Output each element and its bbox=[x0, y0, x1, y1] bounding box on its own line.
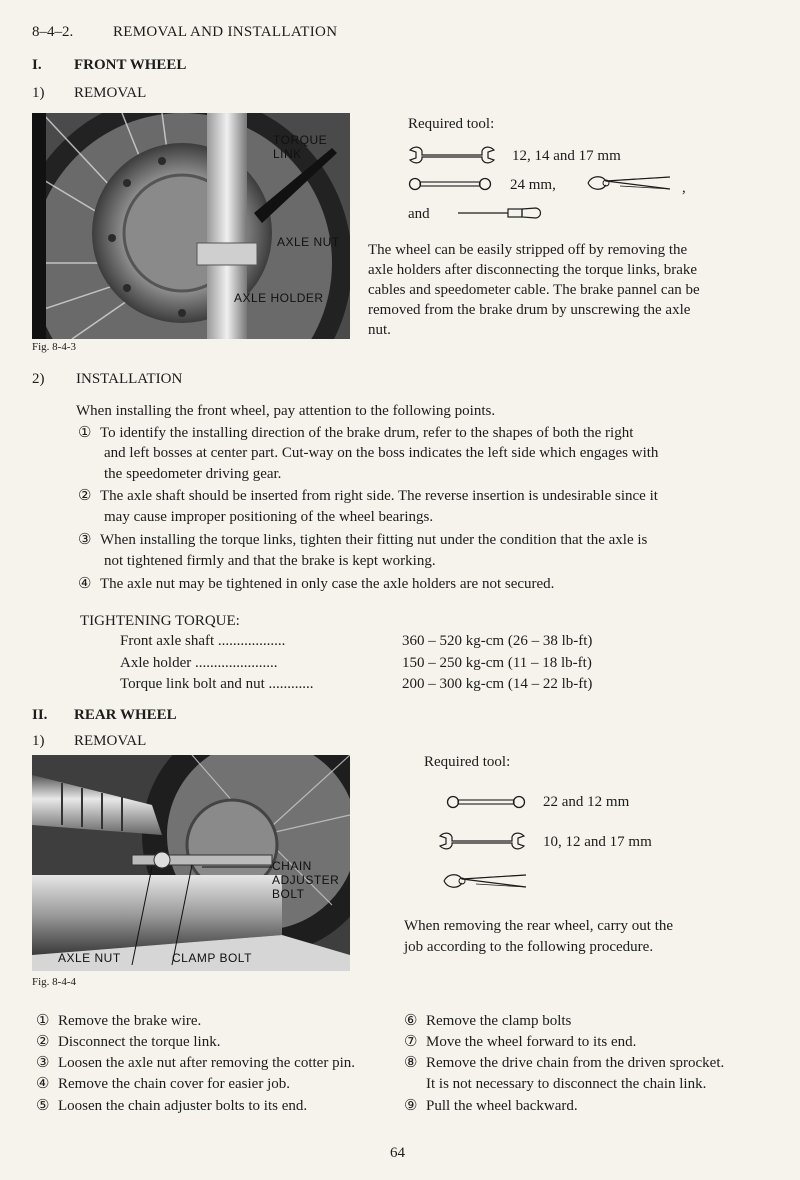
fig-caption-8-4-4: Fig. 8-4-4 bbox=[32, 976, 76, 988]
rear-step-6-number: ⑥ bbox=[404, 1013, 418, 1029]
section-title: REMOVAL AND INSTALLATION bbox=[113, 24, 338, 40]
rear-step-8 bbox=[404, 1053, 724, 1073]
rear-step-1-number: ① bbox=[36, 1013, 50, 1029]
clamp-bolt-label: CLAMP BOLT bbox=[172, 951, 252, 965]
page-number: 64 bbox=[390, 1145, 405, 1161]
rear-step-3-number: ③ bbox=[36, 1055, 50, 1071]
torque-dots: ............ bbox=[268, 676, 314, 692]
torque-label: Front axle shaft bbox=[120, 633, 215, 649]
rear-tool1-text: 22 and 12 mm bbox=[543, 794, 630, 810]
rear-removal-num: 1) bbox=[32, 733, 45, 749]
rear-step-9-number: ⑨ bbox=[404, 1098, 418, 1114]
rear-required-tool: Required tool: bbox=[424, 754, 511, 770]
install-point-1 bbox=[78, 423, 633, 443]
rear-step-1-text: Remove the brake wire. bbox=[58, 1013, 202, 1029]
rear-wheel-photo bbox=[32, 755, 350, 971]
axle-nut-label: AXLE NUT bbox=[277, 235, 340, 249]
chain-adjuster-label-1: CHAIN bbox=[272, 859, 312, 873]
rear-step-6 bbox=[404, 1011, 571, 1031]
front-required-tool: Required tool: bbox=[408, 116, 495, 132]
point-1-line-2: and left bosses at center part. Cut-way on the boss indicates the left side which engages with bbox=[104, 445, 659, 461]
torque-dots: ...................... bbox=[194, 655, 278, 671]
fig-caption-8-4-3: Fig. 8-4-3 bbox=[32, 341, 76, 353]
front-tool1-text: 12, 14 and 17 mm bbox=[512, 148, 621, 164]
torque-label: Torque link bolt and nut bbox=[120, 676, 265, 692]
front-paragraph-line-4: removed from the brake drum by unscrewing the axle bbox=[368, 302, 691, 318]
install-point-3 bbox=[78, 530, 647, 550]
install-point-2 bbox=[78, 486, 658, 506]
rear-step-7-number: ⑦ bbox=[404, 1034, 418, 1050]
open-end-wrench-icon bbox=[408, 146, 496, 164]
rear-step-9-text: Pull the wheel backward. bbox=[426, 1098, 578, 1114]
torque-row-torque-link bbox=[120, 676, 314, 693]
front-removal-num: 1) bbox=[32, 85, 45, 101]
box-wrench-icon bbox=[446, 795, 526, 809]
point-4-line-1: The axle nut may be tightened in only case the axle holders are not secured. bbox=[100, 576, 555, 592]
torque-title: TIGHTENING TORQUE: bbox=[80, 613, 240, 629]
torque-link-label-2: LINK bbox=[273, 147, 302, 161]
rear-step-8-note-text: It is not necessary to disconnect the chain link. bbox=[426, 1076, 707, 1092]
rear-step-3-text: Loosen the axle nut after removing the cotter pin. bbox=[58, 1055, 355, 1071]
front-tool2-text: 24 mm, bbox=[510, 177, 556, 193]
axle-holder-label: AXLE HOLDER bbox=[234, 291, 324, 305]
torque-row-axle-holder bbox=[120, 655, 277, 672]
front-paragraph-line-1: The wheel can be easily stripped off by removing the bbox=[368, 242, 688, 258]
torque-value-front-axle: 360 – 520 kg-cm (26 – 38 lb-ft) bbox=[402, 633, 593, 649]
torque-value-axle-holder: 150 – 250 kg-cm (11 – 18 lb-ft) bbox=[402, 655, 592, 671]
screwdriver-icon bbox=[456, 206, 544, 220]
front-paragraph-line-3: cables and speedometer cable. The brake pannel can be bbox=[368, 282, 700, 298]
rear-step-2-number: ② bbox=[36, 1034, 50, 1050]
point-2-line-1: The axle shaft should be inserted from right side. The reverse insertion is undesirable since it bbox=[100, 488, 658, 504]
point-3-line-2: not tightened firmly and that the brake is kept working. bbox=[104, 553, 436, 569]
point-3-number: ③ bbox=[78, 532, 92, 548]
front-title: FRONT WHEEL bbox=[74, 57, 187, 73]
install-num: 2) bbox=[32, 371, 45, 387]
rear-step-5-text: Loosen the chain adjuster bolts to its end. bbox=[58, 1098, 308, 1114]
pliers-icon bbox=[442, 871, 528, 893]
chain-adjuster-label-3: BOLT bbox=[272, 887, 305, 901]
front-paragraph-line-2: axle holders after disconnecting the torque links, brake bbox=[368, 262, 698, 278]
torque-dots: .................. bbox=[217, 633, 286, 649]
front-tool2-comma: , bbox=[682, 180, 686, 196]
rear-step-1 bbox=[36, 1011, 201, 1031]
rear-step-4-number: ④ bbox=[36, 1076, 50, 1092]
rear-step-7 bbox=[404, 1032, 636, 1052]
rear-step-8-number: ⑧ bbox=[404, 1055, 418, 1071]
rear-step-9 bbox=[404, 1096, 578, 1116]
point-1-line-3: the speedometer driving gear. bbox=[104, 466, 282, 482]
torque-value-torque-link: 200 – 300 kg-cm (14 – 22 lb-ft) bbox=[402, 676, 593, 692]
rear-tool2-text: 10, 12 and 17 mm bbox=[543, 834, 652, 850]
rear-axle-nut-label: AXLE NUT bbox=[58, 951, 121, 965]
point-1-number: ① bbox=[78, 425, 92, 441]
install-title: INSTALLATION bbox=[76, 371, 183, 387]
rear-step-8-text: Remove the drive chain from the driven sprocket. bbox=[426, 1055, 725, 1071]
install-intro: When installing the front wheel, pay attention to the following points. bbox=[76, 403, 496, 419]
pliers-icon bbox=[586, 173, 672, 195]
rear-removal-title: REMOVAL bbox=[74, 733, 147, 749]
rear-step-3 bbox=[36, 1053, 355, 1073]
point-1-line-1: To identify the installing direction of the brake drum, refer to the shapes of both the right bbox=[100, 425, 634, 441]
point-3-line-1: When installing the torque links, tighten their fitting nut under the condition that the axle is bbox=[100, 532, 648, 548]
front-paragraph-line-5: nut. bbox=[368, 322, 391, 338]
rear-step-8-note bbox=[404, 1074, 706, 1094]
rear-step-4 bbox=[36, 1074, 290, 1094]
section-number: 8–4–2. bbox=[32, 24, 74, 40]
point-2-line-2: may cause improper positioning of the wheel bearings. bbox=[104, 509, 434, 525]
point-4-number: ④ bbox=[78, 576, 92, 592]
rear-step-5 bbox=[36, 1096, 307, 1116]
front-removal-title: REMOVAL bbox=[74, 85, 147, 101]
chain-adjuster-label-2: ADJUSTER bbox=[272, 873, 340, 887]
rear-step-2 bbox=[36, 1032, 220, 1052]
rear-paragraph-line-1: When removing the rear wheel, carry out the bbox=[404, 918, 674, 934]
front-and-text: and bbox=[408, 206, 430, 222]
rear-title: REAR WHEEL bbox=[74, 707, 177, 723]
open-end-wrench-icon bbox=[438, 832, 526, 850]
torque-link-label-1: TORQUE bbox=[273, 133, 328, 147]
torque-row-front-axle bbox=[120, 633, 285, 650]
point-2-number: ② bbox=[78, 488, 92, 504]
box-wrench-icon bbox=[408, 177, 492, 191]
rear-paragraph-line-2: job according to the following procedure. bbox=[404, 939, 654, 955]
rear-roman: II. bbox=[32, 707, 48, 723]
front-roman: I. bbox=[32, 57, 42, 73]
rear-step-2-text: Disconnect the torque link. bbox=[58, 1034, 221, 1050]
front-wheel-photo bbox=[32, 113, 350, 339]
rear-step-5-number: ⑤ bbox=[36, 1098, 50, 1114]
rear-step-6-text: Remove the clamp bolts bbox=[426, 1013, 572, 1029]
install-point-4 bbox=[78, 574, 554, 594]
torque-label: Axle holder bbox=[120, 655, 192, 671]
rear-step-4-text: Remove the chain cover for easier job. bbox=[58, 1076, 290, 1092]
rear-step-7-text: Move the wheel forward to its end. bbox=[426, 1034, 637, 1050]
